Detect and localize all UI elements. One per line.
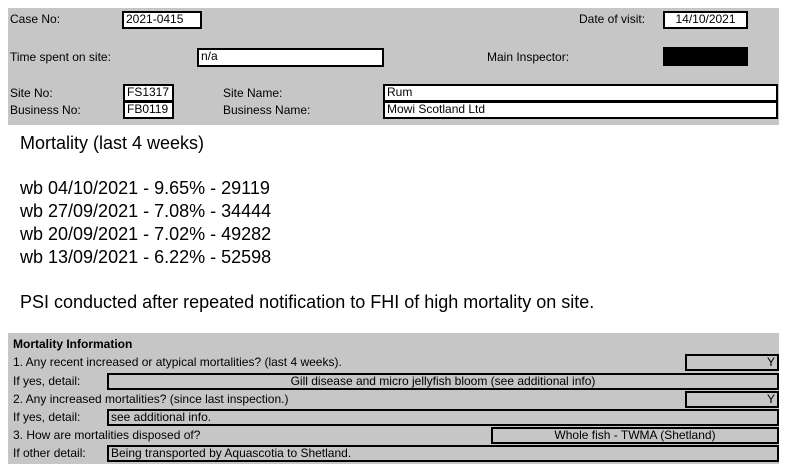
- q3-answer-field[interactable]: Whole fish - TWMA (Shetland): [491, 427, 779, 444]
- week-line: wb 20/09/2021 - 7.02% - 49282: [20, 224, 272, 244]
- site-no-label: Site No:: [10, 86, 53, 100]
- site-no-field[interactable]: FS1317: [123, 84, 174, 102]
- business-no-field[interactable]: FB0119: [123, 101, 174, 119]
- q1-detail-field[interactable]: Gill disease and micro jellyfish bloom (see additional info): [107, 373, 779, 390]
- mortality-heading: Mortality (last 4 weeks): [20, 133, 205, 153]
- time-spent-label: Time spent on site:: [10, 50, 111, 64]
- week-line: wb 27/09/2021 - 7.08% - 34444: [20, 201, 272, 221]
- q2-detail-label: If yes, detail:: [13, 410, 81, 424]
- date-of-visit-label: Date of visit:: [579, 12, 646, 26]
- main-inspector-label: Main Inspector:: [487, 50, 570, 64]
- time-spent-field[interactable]: n/a: [197, 48, 384, 67]
- q2-detail-field[interactable]: see additional info.: [107, 409, 779, 426]
- other-detail-label: If other detail:: [13, 446, 86, 460]
- case-no-field[interactable]: 2021-0415: [122, 11, 202, 29]
- week-line: wb 04/10/2021 - 9.65% - 29119: [20, 178, 270, 198]
- main-inspector-field[interactable]: [663, 47, 748, 66]
- q1-answer-field[interactable]: Y: [685, 354, 779, 371]
- site-name-label: Site Name:: [223, 86, 283, 100]
- question-1: 1. Any recent increased or atypical mortalities? (last 4 weeks).: [13, 355, 342, 369]
- week-line: wb 13/09/2021 - 6.22% - 52598: [20, 247, 272, 267]
- q1-detail-label: If yes, detail:: [13, 374, 81, 388]
- question-2: 2. Any increased mortalities? (since last inspection.): [13, 392, 289, 406]
- date-of-visit-field[interactable]: 14/10/2021: [663, 11, 748, 29]
- question-3: 3. How are mortalities disposed of?: [13, 428, 201, 442]
- business-name-field[interactable]: Mowi Scotland Ltd: [383, 101, 778, 119]
- case-no-label: Case No:: [10, 12, 61, 26]
- site-name-field[interactable]: Rum: [383, 84, 778, 102]
- business-no-label: Business No:: [10, 103, 81, 117]
- mortality-information-title: Mortality Information: [13, 337, 133, 351]
- q2-answer-field[interactable]: Y: [685, 391, 779, 408]
- business-name-label: Business Name:: [223, 103, 311, 117]
- psi-note: PSI conducted after repeated notification to FHI of high mortality on site.: [20, 292, 595, 312]
- other-detail-field[interactable]: Being transported by Aquascotia to Shetland.: [107, 445, 779, 462]
